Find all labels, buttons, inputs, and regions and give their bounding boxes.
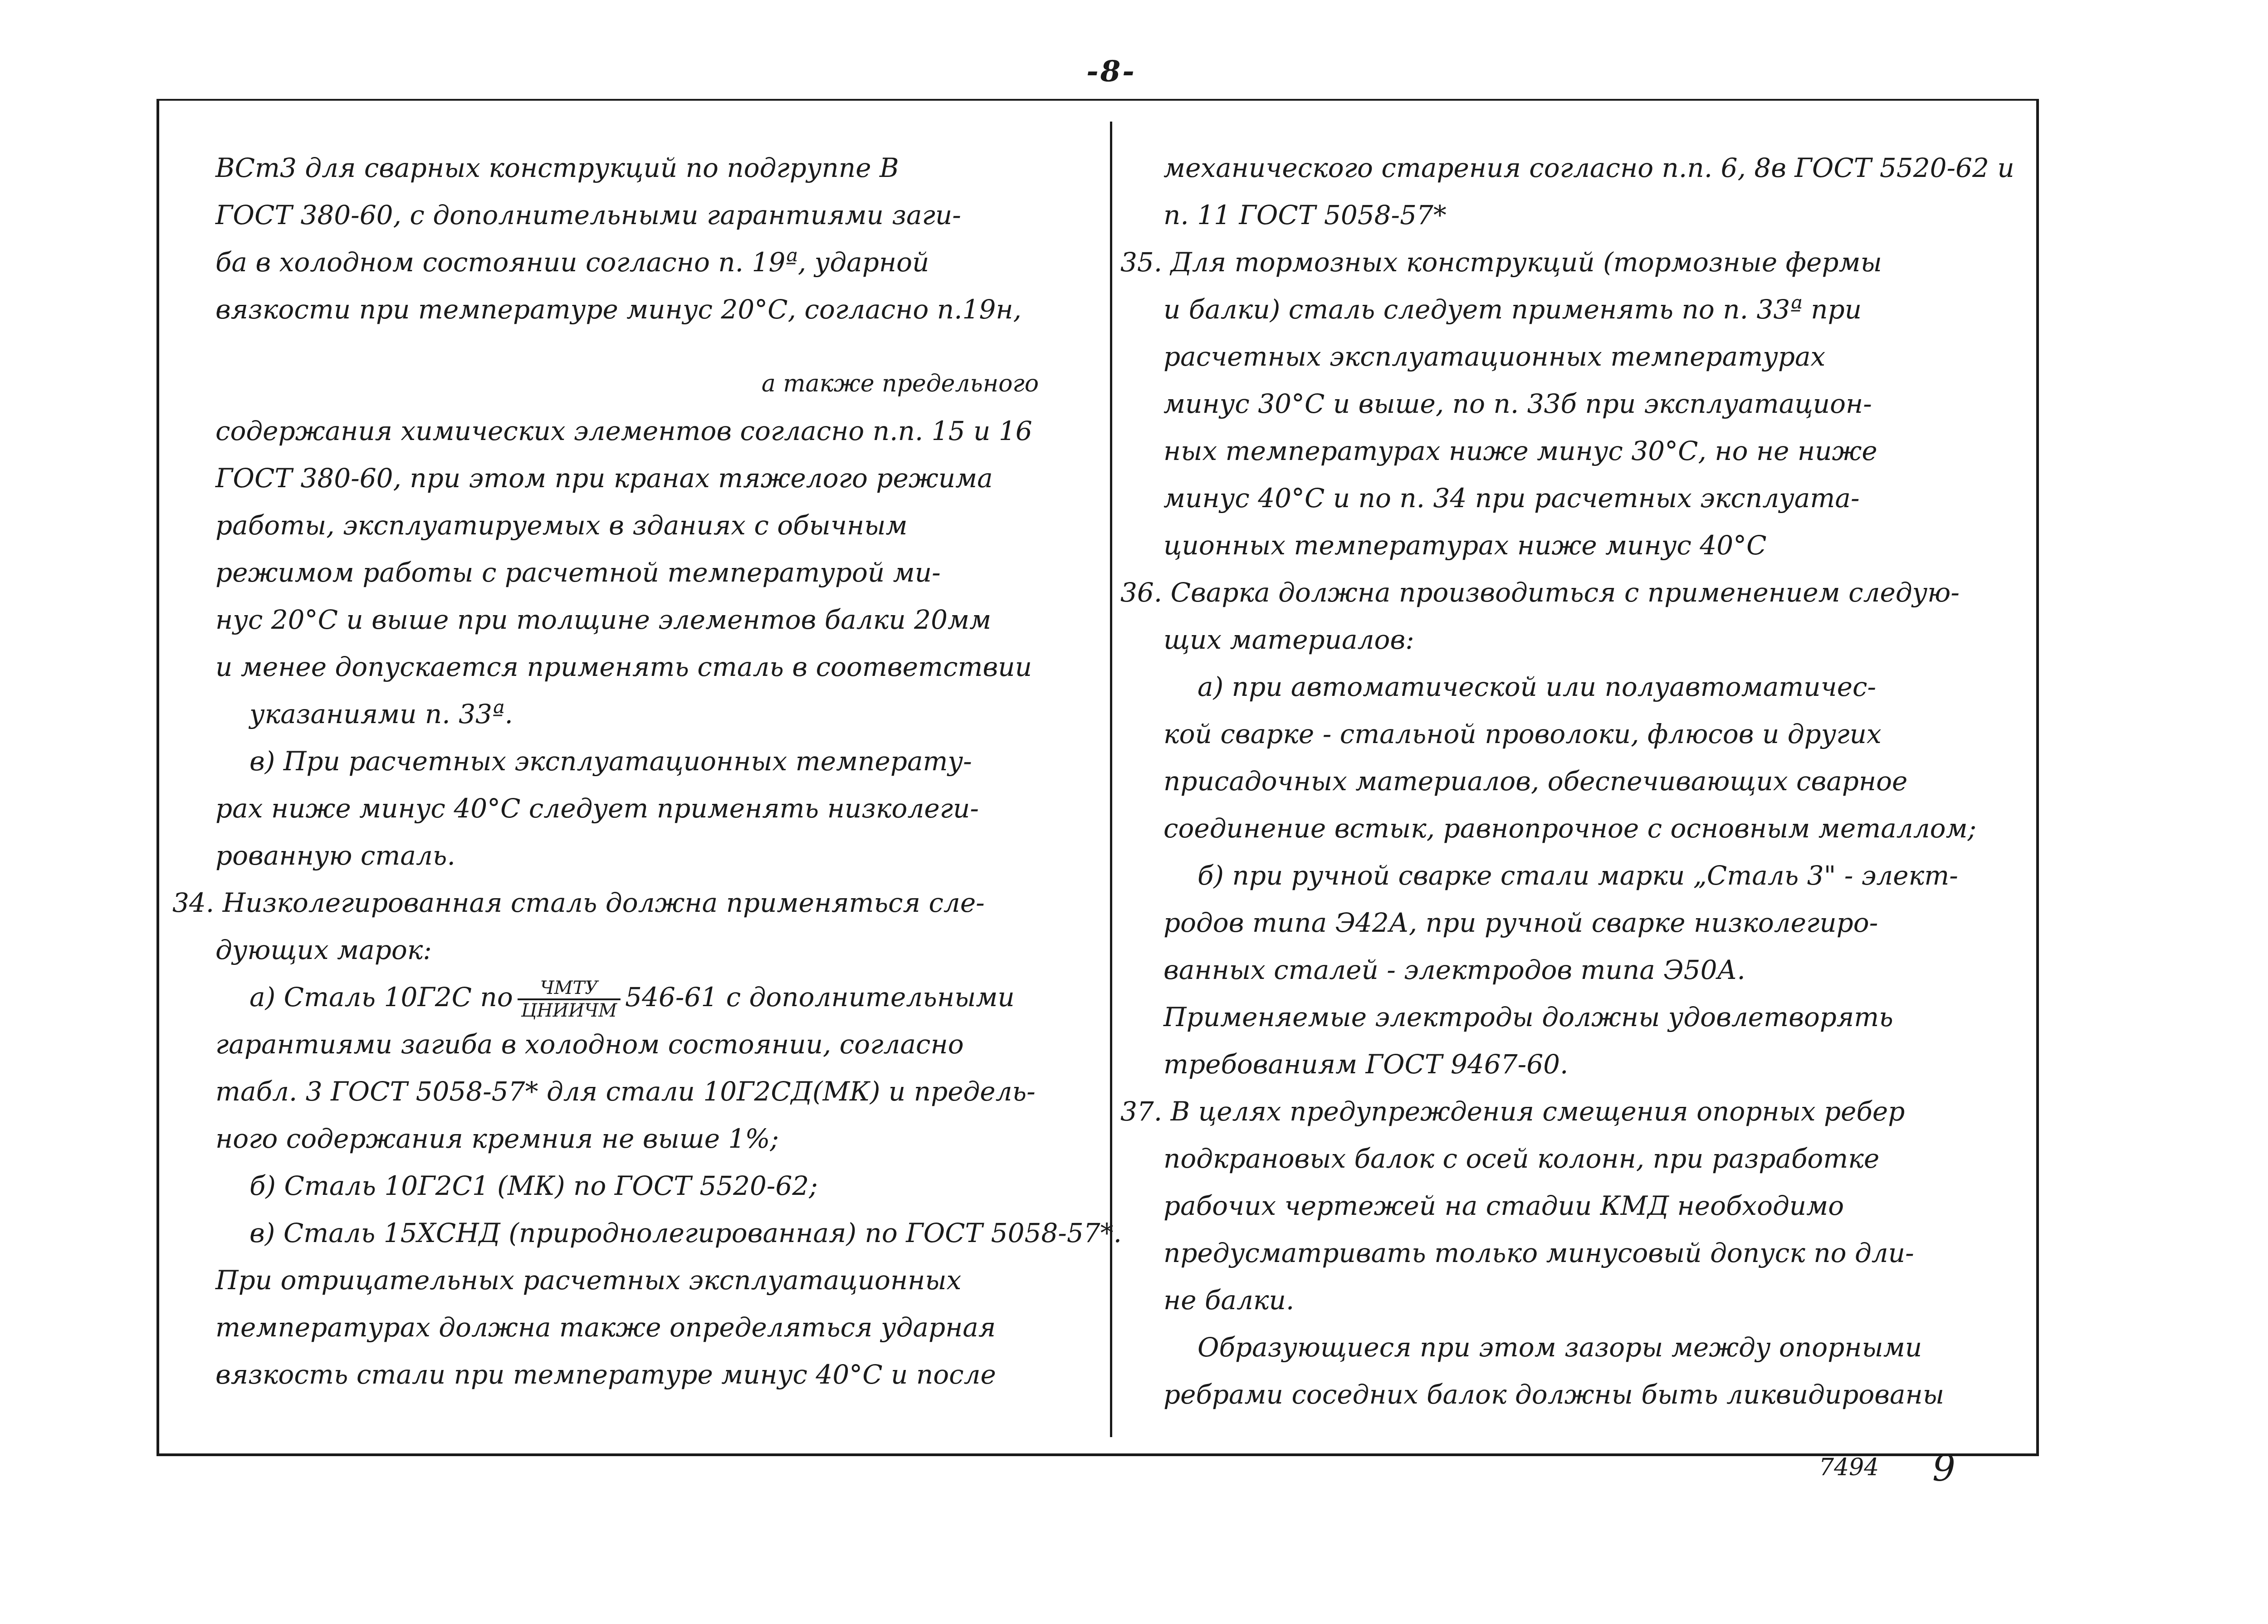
text-line: табл. 3 ГОСТ 5058-57* для стали 10Г2СД(МК) и предель- <box>215 1076 1036 1107</box>
formula-line <box>172 973 1102 1021</box>
text-line: п. 11 ГОСТ 5058-57* <box>1163 200 1447 230</box>
text-line: 37. В целях предупреждения смещения опорных ребер <box>1120 1096 1905 1127</box>
text-line: родов типа Э42А, при ручной сварке низколегиро- <box>1163 907 1878 938</box>
text-line: присадочных материалов, обеспечивающих сварное <box>1163 766 1908 797</box>
text-line: вязкости при температуре минус 20°С, согласно п.19н, <box>215 294 1022 325</box>
text-line: ционных температурах ниже минус 40°С <box>1163 530 1767 561</box>
text-line: При отрицательных расчетных эксплуатационных <box>215 1265 962 1296</box>
fraction-numerator: ЧМТУ <box>518 978 621 1000</box>
text-line: ГОСТ 380-60, с дополнительными гарантиями заги- <box>215 200 961 230</box>
text-line: щих материалов: <box>1163 624 1414 655</box>
text-line: расчетных эксплуатационных температурах <box>1163 341 1826 372</box>
text-line: кой сварке - стальной проволоки, флюсов и других <box>1163 719 1882 749</box>
text-line: требованиям ГОСТ 9467-60. <box>1163 1049 1569 1080</box>
text-line: нус 20°С и выше при толщине элементов балки 20мм <box>215 604 992 635</box>
text-line: Применяемые электроды должны удовлетворять <box>1163 1002 1893 1032</box>
text-line: предусматривать только минусовый допуск по дли- <box>1163 1238 1914 1268</box>
text-line: и балки) сталь следует применять по п. 33ª при <box>1163 294 1862 325</box>
text-line: механического старения согласно п.п. 6, 8в ГОСТ 5520-62 и <box>1163 152 2014 183</box>
fraction-denominator: ЦНИИЧМ <box>521 1000 617 1021</box>
text-fragment: 546-61 с дополнительными <box>625 982 1015 1013</box>
text-line: не балки. <box>1163 1285 1295 1316</box>
text-line: рах ниже минус 40°С следует применять низколеги- <box>215 793 979 824</box>
text-line: Образующиеся при этом зазоры между опорными <box>1198 1332 1922 1363</box>
text-line: рованную сталь. <box>215 840 455 871</box>
text-line: б) при ручной сварке стали марки „Сталь 3" - элект- <box>1198 860 1958 891</box>
text-line: минус 30°С и выше, по п. 33б при эксплуатацион- <box>1163 388 1872 419</box>
text-line: 34. Низколегированная сталь должна применяться сле- <box>172 887 985 918</box>
text-line: гарантиями загиба в холодном состоянии, согласно <box>215 1029 964 1060</box>
text-line: работы, эксплуатируемых в зданиях с обычным <box>215 510 908 541</box>
text-line: ба в холодном состоянии согласно п. 19ª, ударной <box>215 247 929 278</box>
text-line: 35. Для тормозных конструкций (тормозные фермы <box>1120 247 1882 278</box>
text-line: ребрами соседних балок должны быть ликвидированы <box>1163 1379 1945 1410</box>
text-line: а также предельного <box>761 370 1039 397</box>
text-line: 36. Сварка должна производиться с применением следую- <box>1120 577 1960 608</box>
text-line: температурах должна также определяться ударная <box>215 1312 996 1343</box>
text-line: подкрановых балок с осей колонн, при разработке <box>1163 1143 1880 1174</box>
text-line: ных температурах ниже минус 30°С, но не ниже <box>1163 435 1877 466</box>
text-line: соединение встык, равнопрочное с основным металлом; <box>1163 813 1977 844</box>
sheet-number: 9 <box>1932 1447 1955 1489</box>
text-line: ВСт3 для сварных конструкций по подгруппе В <box>215 152 899 183</box>
spacer <box>172 333 1102 360</box>
text-line: и менее допускается применять сталь в соответствии <box>215 651 1032 682</box>
text-line: минус 40°С и по п. 34 при расчетных эксплуата- <box>1163 483 1860 514</box>
text-fragment: а) Сталь 10Г2С по <box>249 982 513 1013</box>
text-line: а) при автоматической или полуавтоматичес- <box>1198 671 1877 702</box>
document-code: 7494 <box>1819 1454 1879 1481</box>
text-line: ванных сталей - электродов типа Э50А. <box>1163 954 1745 985</box>
text-line: режимом работы с расчетной температурой ми- <box>215 557 941 588</box>
text-line: дующих марок: <box>215 934 432 965</box>
text-line: в) Сталь 15ХСНД (природнолегированная) по ГОСТ 5058-57*. <box>249 1218 1122 1248</box>
page-number: -8- <box>1086 54 1136 88</box>
fraction <box>518 978 621 1021</box>
text-line: ного содержания кремния не выше 1%; <box>215 1123 779 1154</box>
text-line: в) При расчетных эксплуатационных температу- <box>249 746 972 777</box>
text-line: указаниями п. 33ª. <box>249 699 513 729</box>
left-column <box>172 144 1122 1398</box>
text-line: вязкость стали при температуре минус 40°С и после <box>215 1359 996 1390</box>
text-line: б) Сталь 10Г2С1 (МК) по ГОСТ 5520-62; <box>249 1170 818 1201</box>
text-line: содержания химических элементов согласно п.п. 15 и 16 <box>215 416 1032 446</box>
text-line: ГОСТ 380-60, при этом при кранах тяжелого режима <box>215 463 993 494</box>
right-column <box>1120 144 2032 1418</box>
text-line: рабочих чертежей на стадии КМД необходимо <box>1163 1190 1844 1221</box>
